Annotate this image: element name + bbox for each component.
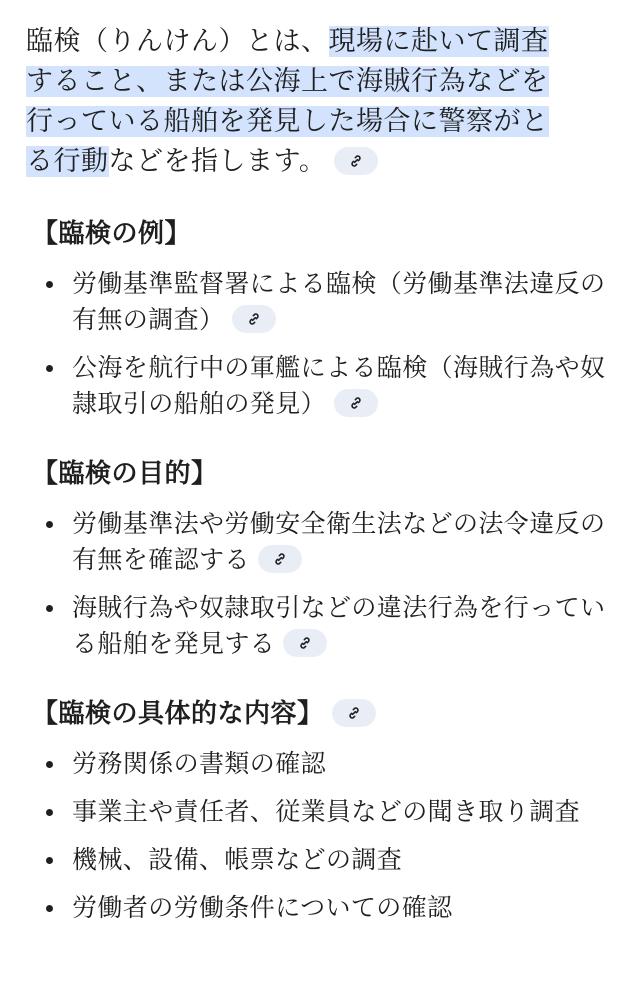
intro-text-before: 臨検（りんけん）とは、	[26, 26, 329, 57]
bullet-list	[26, 266, 607, 422]
highlighted-text: る行動	[26, 146, 109, 177]
source-link-chip[interactable]	[332, 699, 376, 727]
source-link-chip[interactable]	[334, 147, 378, 175]
source-link-chip[interactable]	[283, 629, 327, 657]
bullet-list	[26, 506, 607, 662]
list-item: 事業主や責任者、従業員などの聞き取り調査	[26, 794, 607, 830]
list-item-text: 公海を航行中の軍艦による臨検（海賊行為や奴隷取引の船舶の発見）	[72, 353, 606, 418]
section-heading: 【臨検の例】	[32, 219, 192, 249]
list-item	[26, 266, 607, 338]
list-item: 労働者の労働条件についての確認	[26, 890, 607, 926]
bullet-list	[26, 746, 607, 926]
link-icon	[346, 705, 362, 721]
section-purpose	[26, 454, 607, 662]
link-icon	[297, 635, 313, 651]
highlighted-text: すること、または公海上で海賊行為などを	[26, 66, 549, 97]
list-item-text: 労働基準監督署による臨検（労働基準法違反の有無の調査）	[72, 269, 606, 334]
source-link-chip[interactable]	[232, 305, 276, 333]
list-item: 機械、設備、帳票などの調査	[26, 842, 607, 878]
section-details	[26, 694, 607, 926]
highlighted-text: 現場に赴いて調査	[328, 26, 549, 57]
link-icon	[348, 395, 364, 411]
list-item	[26, 350, 607, 422]
list-item: 労務関係の書類の確認	[26, 746, 607, 782]
link-icon	[272, 551, 288, 567]
section-heading-text: 【臨検の具体的な内容】	[32, 699, 324, 729]
list-item	[26, 590, 607, 662]
list-item-text: 労働基準法や労働安全衛生法などの法令違反の有無を確認する	[72, 509, 606, 574]
section-heading	[32, 694, 607, 734]
intro-text-after: などを指します。	[108, 146, 327, 177]
section-examples	[26, 214, 607, 422]
source-link-chip[interactable]	[334, 389, 378, 417]
list-item-text: 海賊行為や奴隷取引などの違法行為を行っている船舶を発見する	[72, 593, 606, 658]
highlighted-text: 行っている船舶を発見した場合に警察がと	[26, 106, 549, 137]
link-icon	[246, 311, 262, 327]
source-link-chip[interactable]	[258, 545, 302, 573]
section-heading: 【臨検の目的】	[32, 459, 218, 489]
intro-paragraph	[26, 22, 607, 182]
list-item	[26, 506, 607, 578]
link-icon	[348, 153, 364, 169]
